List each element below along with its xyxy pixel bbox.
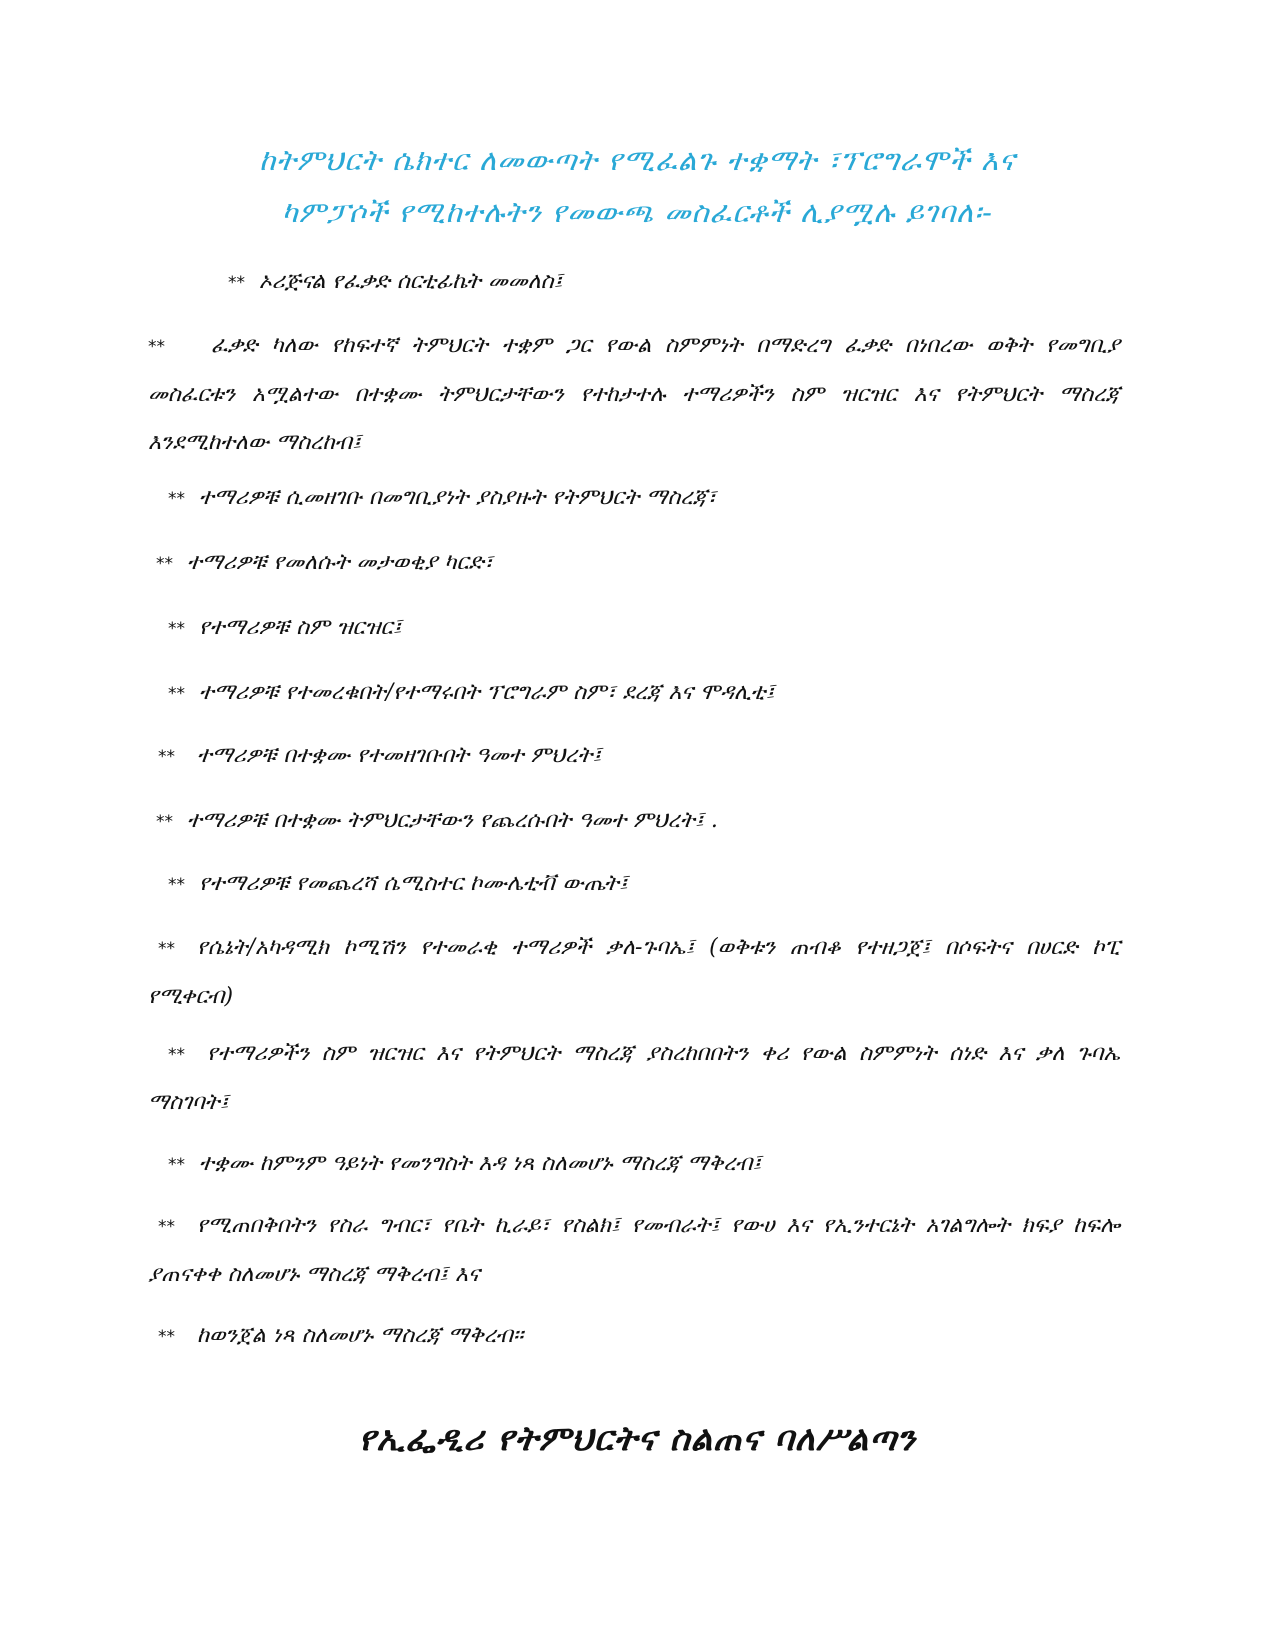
list-item bbox=[158, 732, 601, 781]
bullet-marker: ** bbox=[156, 812, 173, 832]
list-item bbox=[148, 1202, 1120, 1299]
list-item bbox=[168, 669, 775, 718]
list-item bbox=[158, 1312, 523, 1361]
list-item-text: ተማሪዎቹ የተመረቁበት/የተማሩበት ፕሮግራም ስም፣ ደረጃ እና ሞዳሊቲ፤ bbox=[199, 680, 775, 705]
list-item-text: የሴኔት/አካዳሚክ ኮሚሽን የተመራቂ ተማሪዎች ቃለ-ጉባኤ፤ (ወቅቱን ጠብቆ የተዘጋጀ፤ በሶፍትና በሀርድ ኮፒ የሚቀርብ) bbox=[148, 935, 1120, 1009]
list-item-text: ፈቃድ ካለው የከፍተኛ ትምህርት ተቋም ጋር የውል ስምምነት በማድረግ ፈቃድ በነበረው ወቅት የመግቢያ መስፈርቱን አሟልተው በተቋሙ ትምህርታቸውን የተከታተሉ ተማሪዎችን ስም ዝርዝር እና የትምህርት ማስረጃ እንደሚከተለው ማስረከብ፤ bbox=[148, 333, 1120, 455]
list-item bbox=[156, 539, 493, 588]
list-item bbox=[168, 860, 628, 909]
list-item-text: የተማሪዎቹ ስም ዝርዝር፤ bbox=[199, 615, 402, 640]
list-item bbox=[156, 797, 718, 846]
bullet-marker: ** bbox=[158, 1217, 175, 1237]
list-item-text: የተማሪዎቹ የመጨረሻ ሴሚስተር ኮሙሌቲቭ ውጤት፤ bbox=[199, 871, 628, 896]
document-title-line-2: ካምፓሶች የሚከተሉትን የመውጫ መስፈርቶች ሊያሟሉ ይገባለ፡- bbox=[282, 195, 993, 229]
list-item-text: ተማሪዎቹ በተቋሙ ትምህርታቸውን የጨረሱበት ዓመተ ምህረት፤ . bbox=[187, 808, 718, 833]
list-item bbox=[148, 1030, 1120, 1127]
bullet-marker: ** bbox=[158, 939, 175, 959]
list-item-text: ኦሪጅናል የፈቃድ ሰርቲፊኬት መመለስ፤ bbox=[259, 269, 563, 294]
list-item bbox=[148, 924, 1120, 1021]
list-item bbox=[148, 322, 1120, 467]
list-item-text: ከወንጀል ነጻ ስለመሆኑ ማስረጃ ማቅረብ፡፡ bbox=[197, 1323, 524, 1348]
list-item bbox=[228, 258, 563, 307]
bullet-marker: ** bbox=[168, 875, 185, 895]
list-item-text: ተማሪዎቹ በተቋሙ የተመዘገቡበት ዓመተ ምህረት፤ bbox=[197, 743, 602, 768]
bullet-marker: ** bbox=[228, 273, 245, 293]
bullet-marker: ** bbox=[168, 684, 185, 704]
bullet-marker: ** bbox=[158, 747, 175, 767]
document-title-line-1: ከትምህርት ሴክተር ለመውጣት የሚፈልጉ ተቋማት ፣ፕሮግራሞች እና bbox=[259, 143, 1016, 177]
list-item bbox=[168, 604, 402, 653]
list-item-text: ተማሪዎቹ ሲመዘገቡ በመግቢያነት ያስያዙት የትምህርት ማስረጃ፣ bbox=[199, 485, 717, 510]
list-item-text: የሚጠበቅበትን የስራ ግብር፣ የቤት ኪራይ፣ የስልክ፤ የመብራት፤ የውሀ እና የኢንተርኔት አገልግሎት ክፍያ ከፍሎ ያጠናቀቀ ስለመሆኑ ማስረጃ ማቅረብ፤ እና bbox=[148, 1213, 1120, 1287]
bullet-marker: ** bbox=[148, 337, 165, 357]
bullet-marker: ** bbox=[168, 1045, 185, 1065]
bullet-marker: ** bbox=[168, 1155, 185, 1175]
list-item-text: ተማሪዎቹ የመለሱት መታወቂያ ካርድ፣ bbox=[187, 550, 493, 575]
bullet-marker: ** bbox=[168, 619, 185, 639]
bullet-marker: ** bbox=[156, 554, 173, 574]
issuing-authority: የኢፌዲሪ የትምህርትና ስልጠና ባለሥልጣን bbox=[358, 1419, 917, 1459]
list-item-text: የተማሪዎችን ስም ዝርዝር እና የትምህርት ማስረጃ ያስረከበበትን ቀሪ የውል ስምምነት ሰነድ እና ቃለ ጉባኤ ማስገባት፤ bbox=[148, 1041, 1120, 1115]
bullet-marker: ** bbox=[158, 1327, 175, 1347]
list-item-text: ተቋሙ ከምንም ዓይነት የመንግስት እዳ ነጻ ስለመሆኑ ማስረጃ ማቅረብ፤ bbox=[199, 1151, 762, 1176]
bullet-marker: ** bbox=[168, 489, 185, 509]
list-item bbox=[168, 474, 716, 523]
list-item bbox=[168, 1140, 761, 1189]
